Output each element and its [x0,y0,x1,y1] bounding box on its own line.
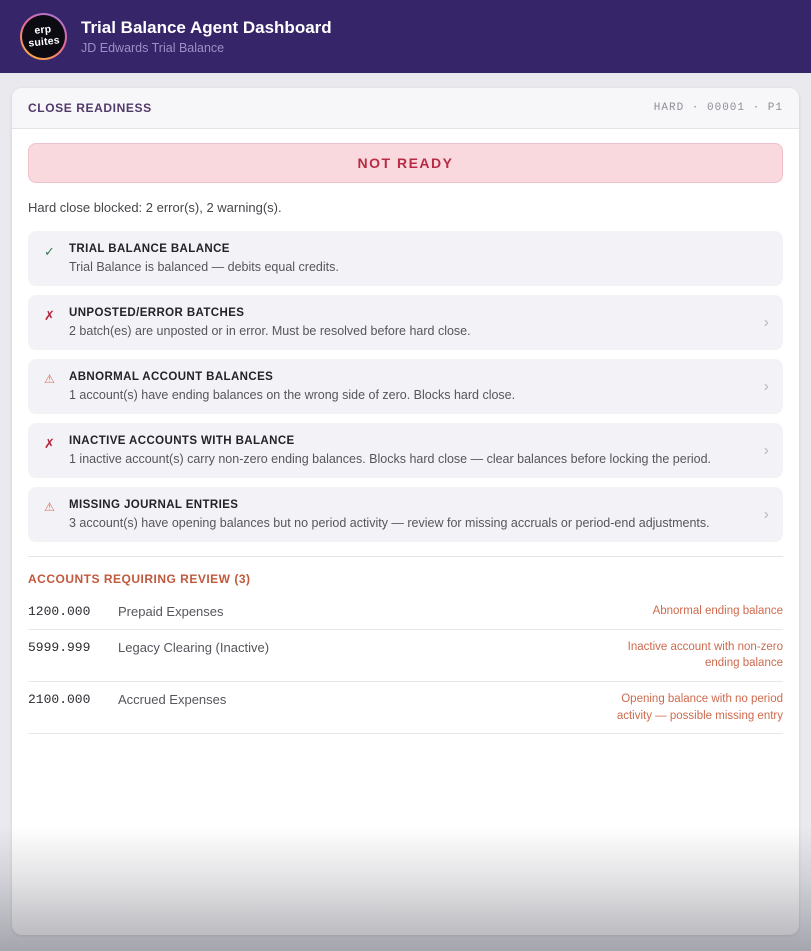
logo-text-line2: suites [27,33,61,50]
section-divider [28,556,783,557]
check-title: TRIAL BALANCE BALANCE [69,243,230,255]
check-title: MISSING JOURNAL ENTRIES [69,499,239,511]
chevron-right-icon[interactable]: › [763,377,769,395]
accounts-review-title: ACCOUNTS REQUIRING REVIEW (3) [28,572,251,586]
readiness-check-row[interactable] [28,487,783,542]
card-content [12,129,799,734]
account-name: Prepaid Expenses [118,604,224,619]
warning-icon: ⚠ [44,500,55,514]
accounts-review-table [28,594,783,734]
card-title: CLOSE READINESS [28,101,152,115]
chevron-right-icon[interactable]: › [763,505,769,523]
error-icon: ✗ [44,308,55,323]
app-title: Trial Balance Agent Dashboard [81,18,332,37]
account-number: 1200.000 [28,604,91,619]
check-description: 2 batch(es) are unposted or in error. Must be resolved before hard close. [69,324,471,338]
readiness-check-list [28,231,783,542]
blocked-summary: Hard close blocked: 2 error(s), 2 warning(s). [28,200,282,215]
account-review-row [28,630,783,682]
account-name: Legacy Clearing (Inactive) [118,639,270,655]
account-name: Accrued Expenses [118,692,227,708]
readiness-check-row[interactable] [28,423,783,478]
card-meta-badge: HARD · 00001 · P1 [653,102,783,114]
account-review-row [28,682,783,734]
status-banner: NOT READY [28,143,783,183]
account-reason: Inactive account with non-zero ending balance [627,640,783,670]
chevron-right-icon[interactable]: › [763,441,769,459]
card-header [12,88,799,129]
readiness-check-row[interactable] [28,295,783,350]
check-title: INACTIVE ACCOUNTS WITH BALANCE [69,435,295,447]
logo-text-line1: erp [33,23,52,38]
app-subtitle: JD Edwards Trial Balance [81,41,225,55]
readiness-check-row[interactable] [28,359,783,414]
check-title: ABNORMAL ACCOUNT BALANCES [69,371,274,383]
erp-suites-logo [20,13,67,60]
check-description: 3 account(s) have opening balances but no period activity — review for missing accruals or period-end adjustments. [69,516,710,530]
warning-icon: ⚠ [44,372,55,386]
error-icon: ✗ [44,436,55,451]
chevron-right-icon[interactable]: › [763,313,769,331]
account-reason: Abnormal ending balance [652,605,783,617]
check-icon: ✓ [44,244,55,259]
close-readiness-card [12,88,799,935]
check-title: UNPOSTED/ERROR BATCHES [69,307,245,319]
account-number: 2100.000 [28,692,91,708]
account-reason: Opening balance with no period activity — possible missing entry [616,693,783,722]
check-description: 1 inactive account(s) carry non-zero ending balances. Blocks hard close — clear balances before locking the period. [69,452,712,466]
app-header [0,0,811,73]
readiness-check-row[interactable] [28,231,783,286]
account-review-row [28,594,783,630]
check-description: Trial Balance is balanced — debits equal credits. [69,260,339,274]
account-number: 5999.999 [28,639,91,655]
check-description: 1 account(s) have ending balances on the wrong side of zero. Blocks hard close. [69,388,516,402]
